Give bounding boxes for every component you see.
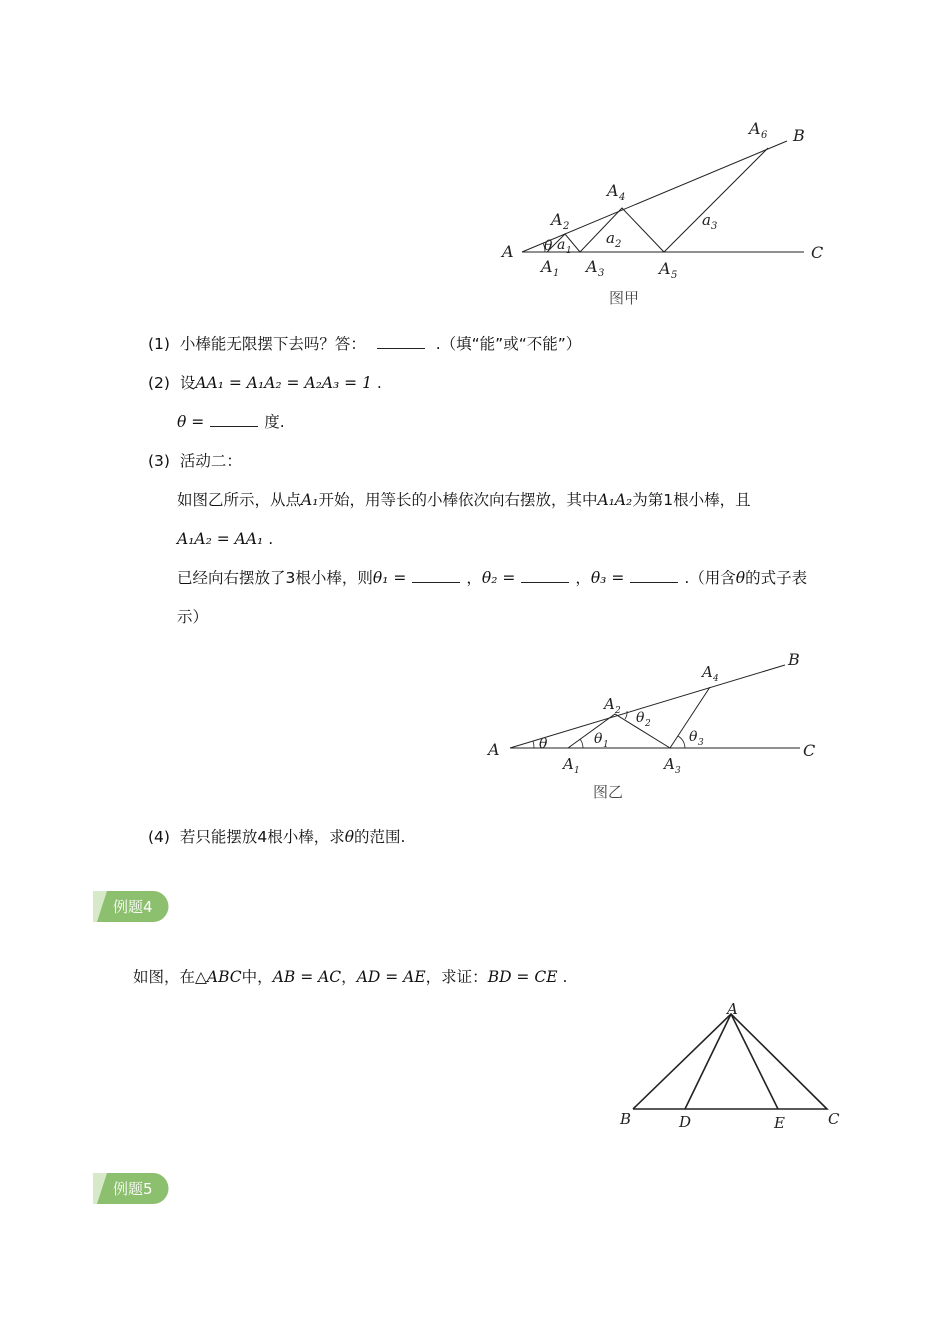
label-theta2: θ — [636, 710, 645, 726]
question-number: (2) — [148, 374, 170, 392]
figure-yi — [480, 648, 825, 808]
label-theta: θ — [544, 238, 553, 254]
label-A: A — [488, 740, 500, 759]
text: 开始，用等长的小棒依次向右摆放，其中 — [318, 491, 598, 509]
example-5-tag — [93, 1173, 169, 1204]
sep: ， — [466, 569, 482, 587]
text: 的范围. — [354, 828, 406, 846]
label-a3: a — [702, 211, 711, 229]
figure-caption-jia: 图甲 — [609, 289, 640, 307]
period: . — [562, 968, 568, 986]
label-A: A — [502, 242, 514, 261]
question-number: (3) — [148, 452, 170, 470]
label-A1: A — [541, 257, 553, 276]
figure-caption-yi: 图乙 — [593, 783, 624, 801]
question-number: (4) — [148, 828, 170, 846]
question-3-para1 — [177, 489, 751, 511]
label-A4-sub: 4 — [619, 192, 626, 203]
label-D: D — [679, 1113, 692, 1131]
math: θ — [344, 828, 355, 846]
question-2-answer — [177, 411, 285, 433]
unit-text: 度. — [264, 413, 285, 431]
figure-triangle — [610, 998, 850, 1133]
label-A6-sub: 6 — [761, 130, 768, 141]
label-a2-sub: 2 — [615, 239, 622, 250]
math: BD = CE — [487, 968, 558, 986]
math: A₁A₂ = AA₁ — [177, 530, 264, 548]
answer-blank[interactable] — [210, 414, 258, 427]
label-B: B — [620, 1110, 632, 1128]
question-1 — [148, 333, 581, 355]
text: ，求证： — [425, 968, 488, 986]
label-theta1: θ — [594, 731, 603, 747]
label-C: C — [828, 1110, 840, 1128]
math-expression: AA₁ = A₁A₂ = A₂A₃ = 1 — [195, 374, 372, 392]
math: θ — [735, 569, 746, 587]
question-text: 设 — [179, 374, 196, 392]
label-A6: A — [749, 119, 761, 138]
figure-jia — [495, 115, 840, 310]
sep: ， — [341, 968, 357, 986]
label-a1: a — [557, 237, 566, 253]
label-A5-sub: 5 — [671, 270, 678, 281]
period: . — [268, 530, 274, 548]
example-4-tag — [93, 891, 169, 922]
label-B: B — [793, 126, 805, 145]
label-B: B — [788, 650, 800, 669]
sep: ， — [575, 569, 591, 587]
label-A1-sub: 1 — [553, 268, 560, 279]
math-theta2: θ₂ = — [481, 569, 516, 587]
label-theta2-sub: 2 — [645, 719, 651, 729]
math-theta: θ = — [177, 413, 205, 431]
label-theta: θ — [539, 736, 548, 752]
label-A3-sub: 3 — [598, 268, 605, 279]
answer-blank-theta1[interactable] — [412, 570, 460, 583]
question-4 — [148, 826, 405, 848]
label-A3: A — [664, 755, 675, 773]
label-A2: A — [604, 695, 615, 713]
text: .（用含 — [684, 569, 736, 587]
label-A1-sub: 1 — [574, 766, 580, 776]
math: A₁ — [301, 491, 319, 509]
question-3-para4 — [177, 606, 208, 628]
text: 示） — [177, 608, 209, 626]
label-A3: A — [586, 257, 598, 276]
math: AB = AC — [272, 968, 342, 986]
label-C: C — [811, 243, 824, 262]
label-A: A — [727, 1000, 738, 1018]
label-a3-sub: 3 — [711, 221, 718, 232]
label-a1-sub: 1 — [566, 246, 572, 256]
label-a2: a — [606, 229, 615, 247]
math-theta3: θ₃ = — [590, 569, 625, 587]
example-5-label: 例题5 — [113, 1180, 153, 1198]
text: 若只能摆放4根小棒，求 — [179, 828, 345, 846]
question-2 — [148, 372, 382, 394]
label-A2-sub: 2 — [563, 221, 570, 232]
text: 中， — [241, 968, 273, 986]
period: . — [376, 374, 382, 392]
text: 如图，在 — [133, 968, 196, 986]
question-number: (1) — [148, 335, 170, 353]
label-C: C — [803, 741, 816, 760]
question-text: 小棒能无限摆下去吗？答： — [179, 335, 366, 353]
answer-blank-theta2[interactable] — [521, 570, 569, 583]
text: 为第1根小棒，且 — [632, 491, 751, 509]
question-3-para2 — [177, 528, 273, 550]
label-A2-sub: 2 — [615, 706, 621, 716]
question-3-para3 — [177, 567, 807, 589]
question-title: 活动二： — [179, 452, 242, 470]
label-theta3: θ — [689, 729, 698, 745]
label-A4: A — [607, 181, 619, 200]
question-3 — [148, 450, 242, 472]
question-hint: .（填“能”或“不能”） — [435, 335, 582, 353]
label-E: E — [774, 1114, 785, 1132]
example-4-problem — [133, 966, 567, 988]
example-4-label: 例题4 — [113, 898, 153, 916]
label-theta3-sub: 3 — [698, 738, 704, 748]
text: 如图乙所示，从点 — [177, 491, 302, 509]
label-theta1-sub: 1 — [603, 740, 609, 750]
label-A1: A — [563, 755, 574, 773]
label-A4: A — [702, 663, 713, 681]
text: 已经向右摆放了3根小棒，则 — [177, 569, 373, 587]
math: △ABC — [195, 968, 242, 986]
label-A4-sub: 4 — [713, 674, 719, 684]
math: A₁A₂ — [597, 491, 633, 509]
label-A2: A — [551, 210, 563, 229]
math-theta1: θ₁ = — [372, 569, 407, 587]
answer-blank-theta3[interactable] — [630, 570, 678, 583]
label-A5: A — [659, 259, 671, 278]
text: 的式子表 — [745, 569, 808, 587]
answer-blank[interactable] — [377, 336, 425, 349]
label-A3-sub: 3 — [675, 766, 681, 776]
math: AD = AE — [356, 968, 426, 986]
